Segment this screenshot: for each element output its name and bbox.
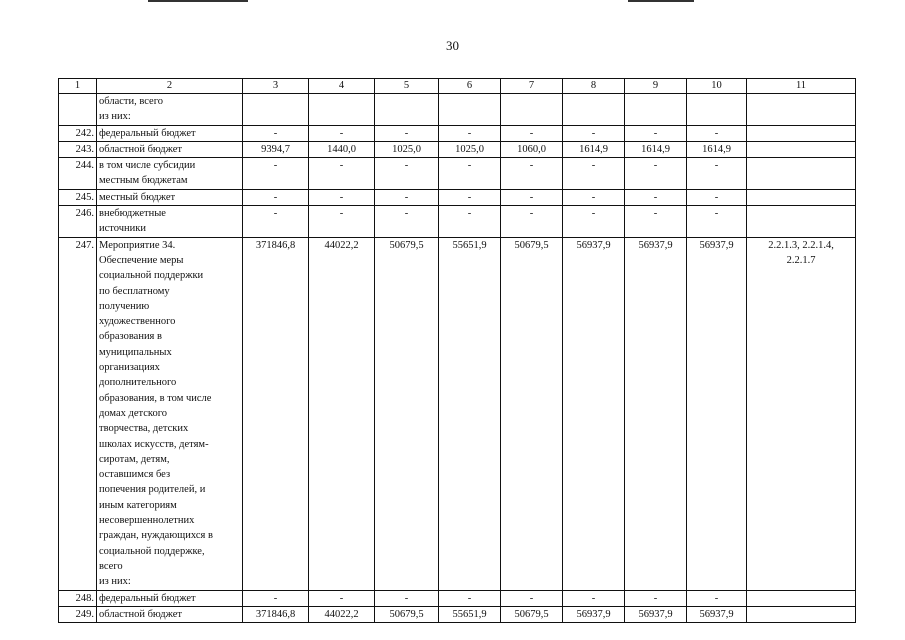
row-value-col-7 <box>501 94 563 126</box>
row-value-col-4: 1440,0 <box>309 141 375 157</box>
row-value-col-5: - <box>375 125 439 141</box>
row-value-col-7: - <box>501 158 563 190</box>
row-value-col-6: 55651,9 <box>439 237 501 590</box>
row-program-code <box>747 590 856 606</box>
row-value-col-9: - <box>625 206 687 238</box>
row-value-col-5: - <box>375 158 439 190</box>
row-label: местный бюджет <box>97 189 243 205</box>
row-program-code <box>747 125 856 141</box>
row-value-col-4: - <box>309 590 375 606</box>
row-value-col-6: 55651,9 <box>439 606 501 622</box>
row-value-col-8: - <box>563 189 625 205</box>
row-value-col-10: - <box>687 125 747 141</box>
row-label: Мероприятие 34. Обеспечение меры социальной поддержки по бесплатному получению художественного образования в муниципальных организациях дополнительного образования, в том числе домах детского творчества, детских школах искусств, детям- сиротам, детям, оставшимся без попечения родителей, и иным категориям несовершеннолетних граждан, нуждающихся в социальной поддержке, всего из них: <box>97 237 243 590</box>
row-value-col-9 <box>625 94 687 126</box>
row-label: внебюджетные источники <box>97 206 243 238</box>
row-value-col-3: 371846,8 <box>243 606 309 622</box>
row-value-col-10: 56937,9 <box>687 237 747 590</box>
row-value-col-9: - <box>625 590 687 606</box>
row-program-code <box>747 141 856 157</box>
scan-edge-line-right <box>628 0 694 2</box>
row-program-code <box>747 206 856 238</box>
row-value-col-3: - <box>243 189 309 205</box>
row-value-col-6: 1025,0 <box>439 141 501 157</box>
row-value-col-8: - <box>563 158 625 190</box>
table-row <box>59 125 856 141</box>
table-row <box>59 141 856 157</box>
row-value-col-9: - <box>625 158 687 190</box>
column-header: 8 <box>563 79 625 94</box>
row-number: 246. <box>59 206 97 238</box>
row-value-col-4: 44022,2 <box>309 606 375 622</box>
row-value-col-4: - <box>309 158 375 190</box>
row-value-col-9: 1614,9 <box>625 141 687 157</box>
row-value-col-5 <box>375 94 439 126</box>
row-number <box>59 94 97 126</box>
row-value-col-10: - <box>687 158 747 190</box>
row-value-col-3: 371846,8 <box>243 237 309 590</box>
row-value-col-5: - <box>375 206 439 238</box>
column-header: 1 <box>59 79 97 94</box>
row-program-code <box>747 189 856 205</box>
row-value-col-6: - <box>439 158 501 190</box>
row-value-col-7: - <box>501 206 563 238</box>
column-header: 3 <box>243 79 309 94</box>
row-value-col-6: - <box>439 206 501 238</box>
page-number: 30 <box>446 38 459 53</box>
row-program-code: 2.2.1.3, 2.2.1.4, 2.2.1.7 <box>747 237 856 590</box>
row-value-col-3: - <box>243 158 309 190</box>
row-value-col-6: - <box>439 189 501 205</box>
row-value-col-3 <box>243 94 309 126</box>
table-row <box>59 158 856 190</box>
row-value-col-7: - <box>501 590 563 606</box>
row-value-col-10 <box>687 94 747 126</box>
table-row <box>59 189 856 205</box>
table-row <box>59 206 856 238</box>
row-value-col-7: - <box>501 189 563 205</box>
row-number: 242. <box>59 125 97 141</box>
row-value-col-10: 1614,9 <box>687 141 747 157</box>
row-value-col-4 <box>309 94 375 126</box>
row-label: области, всего из них: <box>97 94 243 126</box>
row-value-col-7: 1060,0 <box>501 141 563 157</box>
row-value-col-9: 56937,9 <box>625 606 687 622</box>
row-label: областной бюджет <box>97 606 243 622</box>
table-row <box>59 590 856 606</box>
budget-table-body <box>59 79 856 623</box>
row-value-col-9: - <box>625 189 687 205</box>
row-value-col-8: 1614,9 <box>563 141 625 157</box>
column-header: 10 <box>687 79 747 94</box>
row-value-col-6 <box>439 94 501 126</box>
row-value-col-7: - <box>501 125 563 141</box>
row-value-col-4: - <box>309 206 375 238</box>
row-label: в том числе субсидии местным бюджетам <box>97 158 243 190</box>
row-value-col-5: 1025,0 <box>375 141 439 157</box>
row-value-col-3: 9394,7 <box>243 141 309 157</box>
row-label: областной бюджет <box>97 141 243 157</box>
table-row <box>59 94 856 126</box>
scan-edge-line-left <box>148 0 248 2</box>
row-value-col-9: - <box>625 125 687 141</box>
table-row <box>59 237 856 590</box>
row-value-col-10: - <box>687 590 747 606</box>
table-row <box>59 606 856 622</box>
row-value-col-8: 56937,9 <box>563 237 625 590</box>
row-program-code <box>747 158 856 190</box>
row-value-col-3: - <box>243 206 309 238</box>
row-value-col-5: 50679,5 <box>375 237 439 590</box>
row-value-col-3: - <box>243 590 309 606</box>
row-value-col-6: - <box>439 590 501 606</box>
row-program-code <box>747 94 856 126</box>
column-header: 4 <box>309 79 375 94</box>
row-value-col-4: 44022,2 <box>309 237 375 590</box>
row-number: 243. <box>59 141 97 157</box>
row-number: 247. <box>59 237 97 590</box>
row-value-col-10: - <box>687 206 747 238</box>
column-header: 7 <box>501 79 563 94</box>
row-value-col-5: 50679,5 <box>375 606 439 622</box>
row-number: 245. <box>59 189 97 205</box>
row-value-col-4: - <box>309 189 375 205</box>
row-value-col-10: - <box>687 189 747 205</box>
row-value-col-6: - <box>439 125 501 141</box>
row-value-col-8: - <box>563 206 625 238</box>
row-value-col-5: - <box>375 590 439 606</box>
row-value-col-9: 56937,9 <box>625 237 687 590</box>
column-header: 9 <box>625 79 687 94</box>
column-header: 11 <box>747 79 856 94</box>
budget-table <box>58 78 856 623</box>
row-number: 249. <box>59 606 97 622</box>
row-value-col-8 <box>563 94 625 126</box>
row-value-col-8: - <box>563 125 625 141</box>
row-number: 248. <box>59 590 97 606</box>
row-value-col-5: - <box>375 189 439 205</box>
row-value-col-10: 56937,9 <box>687 606 747 622</box>
row-value-col-8: 56937,9 <box>563 606 625 622</box>
row-value-col-7: 50679,5 <box>501 606 563 622</box>
row-value-col-7: 50679,5 <box>501 237 563 590</box>
row-value-col-4: - <box>309 125 375 141</box>
row-number: 244. <box>59 158 97 190</box>
row-program-code <box>747 606 856 622</box>
column-header: 5 <box>375 79 439 94</box>
column-header: 6 <box>439 79 501 94</box>
row-label: федеральный бюджет <box>97 590 243 606</box>
row-label: федеральный бюджет <box>97 125 243 141</box>
column-header-row <box>59 79 856 94</box>
column-header: 2 <box>97 79 243 94</box>
row-value-col-3: - <box>243 125 309 141</box>
row-value-col-8: - <box>563 590 625 606</box>
